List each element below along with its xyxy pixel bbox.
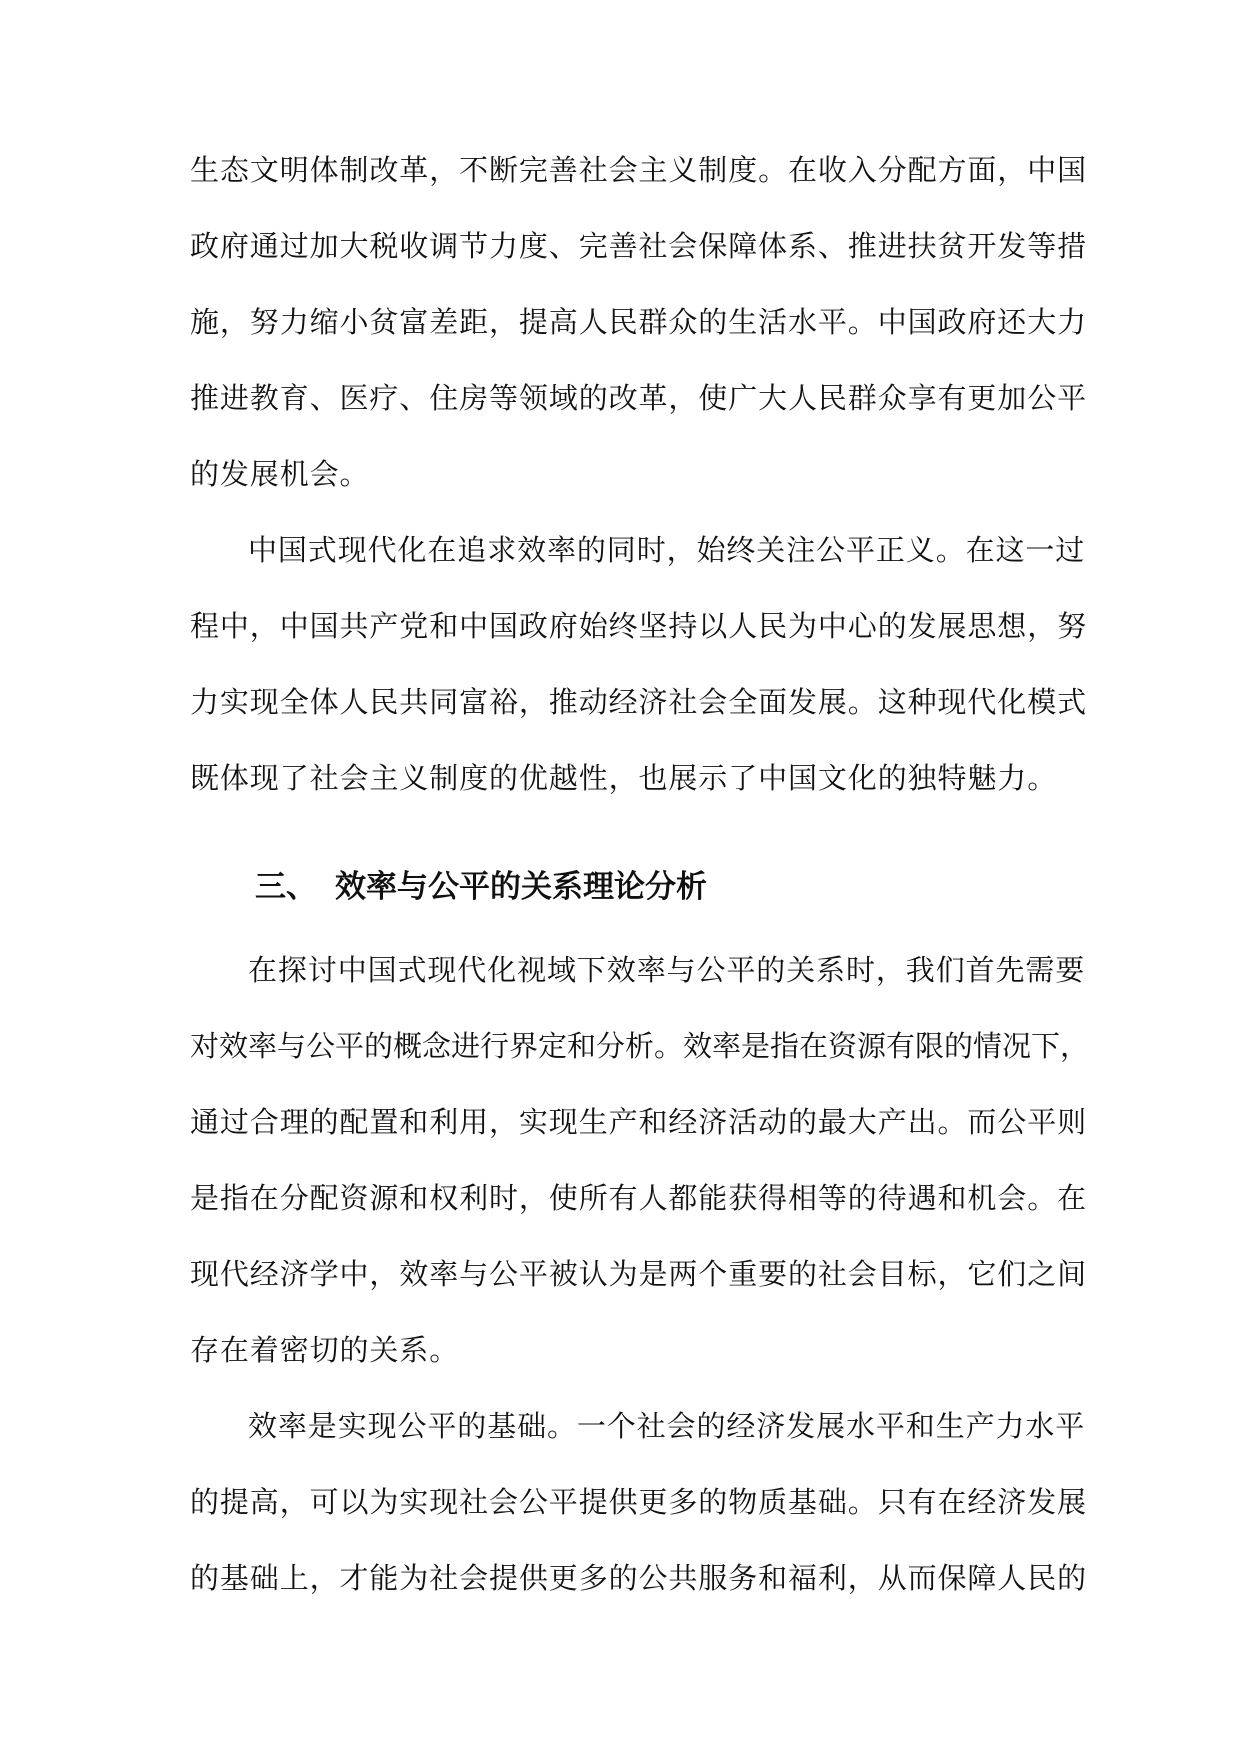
text-line: 政府通过加大税收调节力度、完善社会保障体系、推进扶贫开发等措 bbox=[190, 229, 1088, 263]
text-line: 推进教育、医疗、住房等领域的改革，使广大人民群众享有更加公平 bbox=[190, 381, 1088, 415]
text-line: 程中，中国共产党和中国政府始终坚持以人民为中心的发展思想，努 bbox=[190, 609, 1088, 643]
text-line: 现代经济学中，效率与公平被认为是两个重要的社会目标，它们之间 bbox=[190, 1257, 1088, 1291]
section-title: 效率与公平的关系理论分析 bbox=[335, 869, 707, 905]
text-line: 效率是实现公平的基础。一个社会的经济发展水平和生产力水平 bbox=[248, 1409, 1086, 1443]
text-line: 在探讨中国式现代化视域下效率与公平的关系时，我们首先需要 bbox=[248, 953, 1086, 987]
text-line: 的提高，可以为实现社会公平提供更多的物质基础。只有在经济发展 bbox=[190, 1485, 1088, 1519]
text-line: 力实现全体人民共同富裕，推动经济社会全面发展。这种现代化模式 bbox=[190, 685, 1088, 719]
text-line: 的发展机会。 bbox=[190, 457, 370, 491]
text-line: 对效率与公平的概念进行界定和分析。效率是指在资源有限的情况下， bbox=[190, 1029, 1090, 1063]
text-line: 既体现了社会主义制度的优越性，也展示了中国文化的独特魅力。 bbox=[190, 761, 1058, 795]
text-line: 中国式现代化在追求效率的同时，始终关注公平正义。在这一过 bbox=[248, 533, 1086, 567]
text-line: 通过合理的配置和利用，实现生产和经济活动的最大产出。而公平则 bbox=[190, 1105, 1088, 1139]
text-line: 施，努力缩小贫富差距，提高人民群众的生活水平。中国政府还大力 bbox=[190, 305, 1088, 339]
section-heading bbox=[255, 867, 707, 907]
text-line: 的基础上，才能为社会提供更多的公共服务和福利，从而保障人民的 bbox=[190, 1561, 1088, 1595]
text-line: 是指在分配资源和权利时，使所有人都能获得相等的待遇和机会。在 bbox=[190, 1181, 1088, 1215]
text-line: 生态文明体制改革，不断完善社会主义制度。在收入分配方面，中国 bbox=[190, 153, 1088, 187]
text-line: 存在着密切的关系。 bbox=[190, 1333, 460, 1367]
section-number: 三、 bbox=[255, 869, 317, 905]
